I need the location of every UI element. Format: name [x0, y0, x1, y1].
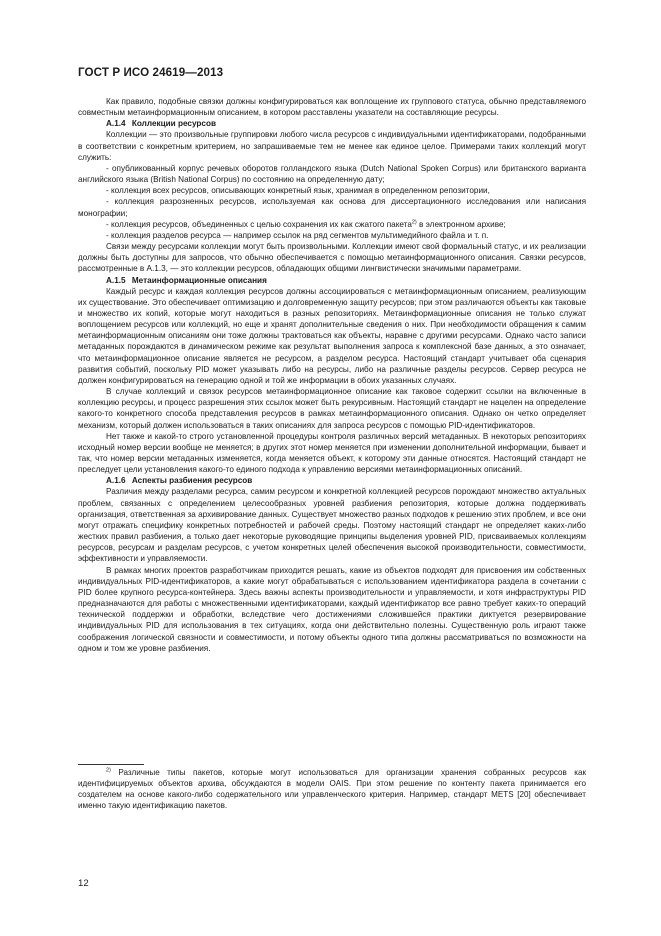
- section-number: A.1.4: [106, 119, 126, 129]
- paragraph: Как правило, подобные связки должны конфигурироваться как воплощение их группового статуса, обычно представляемого совместным метаинформационным описанием, в котором расставлены указатели на составляющие ресурсы.: [78, 97, 586, 118]
- footnote-text: Различные типы пакетов, которые могут использоваться для организации хранения собранных ресурсов как идентифицируемых объектов архива, обсуждаются в модели OAIS. При этом решение по контенту пакета принимается его создателем на основе какого-либо содержательного или управленческого критерия. Например, стандарт METS [20] обеспечивает именно такую идентификацию пакетов.: [78, 768, 586, 811]
- list-item: - опубликованный корпус речевых оборотов голландского языка (Dutch National Spoken Corpus) или британского варианта английского языка (British National Corpus) по состоянию на определенную дату;: [78, 163, 586, 185]
- paragraph: Различия между разделами ресурса, самим ресурсом и конкретной коллекцией ресурсов порождают множество актуальных проблем, связанных с определением целесообразных уровней разбиения репозитория, которые должна поддерживать организация, ответственная за архивирование данных. Существует множество разных подходов к решению этих проблем, и все они могут отражать специфику конкретных потребностей и рабочей среды. Поэтому настоящий стандарт не определяет каких-либо жестких правил разбиения, а только дает некоторые руководящие принципы выделения уровней PID, присваиваемых коллекциям ресурсов, ресурсам и разделам ресурсов, с учетом конкретных целей обеспечения высокой производительности, совместимости, эффективности и управляемости.: [78, 487, 586, 564]
- section-heading-a16: [78, 475, 586, 486]
- section-title: Аспекты разбиения ресурсов: [131, 476, 253, 486]
- paragraph: Коллекции — это произвольные группировки любого числа ресурсов с индивидуальными идентификаторами, подобранными в соответствии с конкретным критерием, но запрашиваемые тем не менее как единое целое. Примерами таких коллекций могут служить:: [78, 130, 586, 162]
- footnote-reference: 2): [411, 218, 417, 225]
- list-item: - коллекция разделов ресурса — например ссылок на ряд сегментов мультимедийного файла и т. п.: [106, 230, 489, 240]
- list-item: - коллекция разрозненных ресурсов, используемая как основа для диссертационного исследования или написания монографии;: [78, 197, 586, 218]
- paragraph: В рамках многих проектов разработчикам приходится решать, какие из объектов подходят для присвоения им собственных индивидуальных PID-идентификаторов, а какие могут обрабатываться с использованием идентификатора раздела в сочетании с PID более крупного ресурса-контейнера. Здесь важны аспекты производительности и управляемости, и хотя инфраструктуры PID предназначаются для работы с множественными идентификаторами, каждый идентификатор все равно требует каких-то операций технической поддержки и обработки, вследствие чего достижениями сложившейся практики диктуется резервирование индивидуальных PID для использования в тех ситуациях, когда они действительно полезны. Существенную роль играют также соображения логической связности и совместимости, и потому объекты одного типа должны рассматриваться по возможности на одном и том же уровне разбиения.: [78, 565, 586, 653]
- section-heading-a15: [78, 275, 586, 286]
- list-item-text: в электронном архиве;: [416, 219, 506, 229]
- list-item: [78, 219, 586, 230]
- paragraph: В случае коллекций и связок ресурсов метаинформационное описание как таковое содержит ссылки на включенные в коллекцию ресурсы, и процесс разрешения этих ссылок может быть рекурсивным. Настоящий стандарт не нацелен на определение какого-то конкретного способа представления ресурсов в рамках метаинформационного описания. Однако он четко определяет механизм, который должен использоваться в таких описаниях для запроса ресурсов с помощью PID-идентификаторов.: [78, 387, 586, 430]
- standard-header: ГОСТ Р ИСО 24619—2013: [78, 66, 224, 79]
- section-number: A.1.6: [106, 476, 126, 486]
- footnote: [78, 767, 586, 811]
- paragraph: Каждый ресурс и каждая коллекция ресурсов должны ассоциироваться с метаинформационным описанием, реализующим их существование. Это обеспечивает оптимизацию и долговременную защиту ресурсов; при этом различаются объекты как таковые и множество их копий, которые могут находиться в разных репозиториях. Метаинформационные описания не только служат воплощением ресурсов или коллекций, но еще и хранят дополнительные сведения о них. При необходимости обращения к самим метаинформационным описаниям они тоже должны трактоваться как объекты, наравне с другими ресурсами. Однако часто записи метаданных порождаются в динамическом режиме как результат выполнения запроса к комплексной базе данных, а это означает, что метаинформационное описание является не ресурсом, а разделом ресурса. Настоящий стандарт учитывает оба сценария развития событий, поскольку PID может указывать либо на ресурсы, либо на различные разделы ресурсов. Сервер ресурса не должен конфигурироваться на генерацию одной и той же информации в обоих указанных случаях.: [78, 286, 586, 385]
- section-title: Метаинформационные описания: [131, 275, 267, 285]
- section-heading-a14: [78, 118, 586, 129]
- footnote-divider: [78, 764, 144, 765]
- list-item: - коллекция всех ресурсов, описывающих конкретный язык, хранимая в определенном репозитории,: [106, 186, 490, 196]
- page-number: 12: [78, 878, 89, 889]
- footnote-marker: 2): [106, 767, 111, 774]
- paragraph: Связи между ресурсами коллекции могут быть произвольными. Коллекции имеют свой формальный статус, и их реализации должны быть доступны для запросов, что обычно обеспечивается с помощью метаинформационного описания. Связки ресурсов, рассмотренные в A.1.3, — это коллекции ресурсов, обладающих общими лингвистически значимыми параметрами.: [78, 242, 586, 274]
- section-number: A.1.5: [106, 275, 126, 285]
- list-item-text: - коллекция ресурсов, объединенных с целью сохранения их как сжатого пакета: [106, 219, 412, 229]
- main-text: [78, 96, 586, 654]
- section-title: Коллекции ресурсов: [131, 119, 217, 129]
- paragraph: Нет также и какой-то строго установленной процедуры контроля различных версий метаданных. В некоторых репозиториях исходный номер версии вообще не меняется; в других этот номер меняется при изменении дополнительной информации, бывает и так, что номер версии метаданных изменяется, когда меняется объект, к которому эти данные относятся. Настоящий стандарт не преследует цели установления какого-то единого подхода к управлению версиями метаинформационных описаний.: [78, 431, 586, 475]
